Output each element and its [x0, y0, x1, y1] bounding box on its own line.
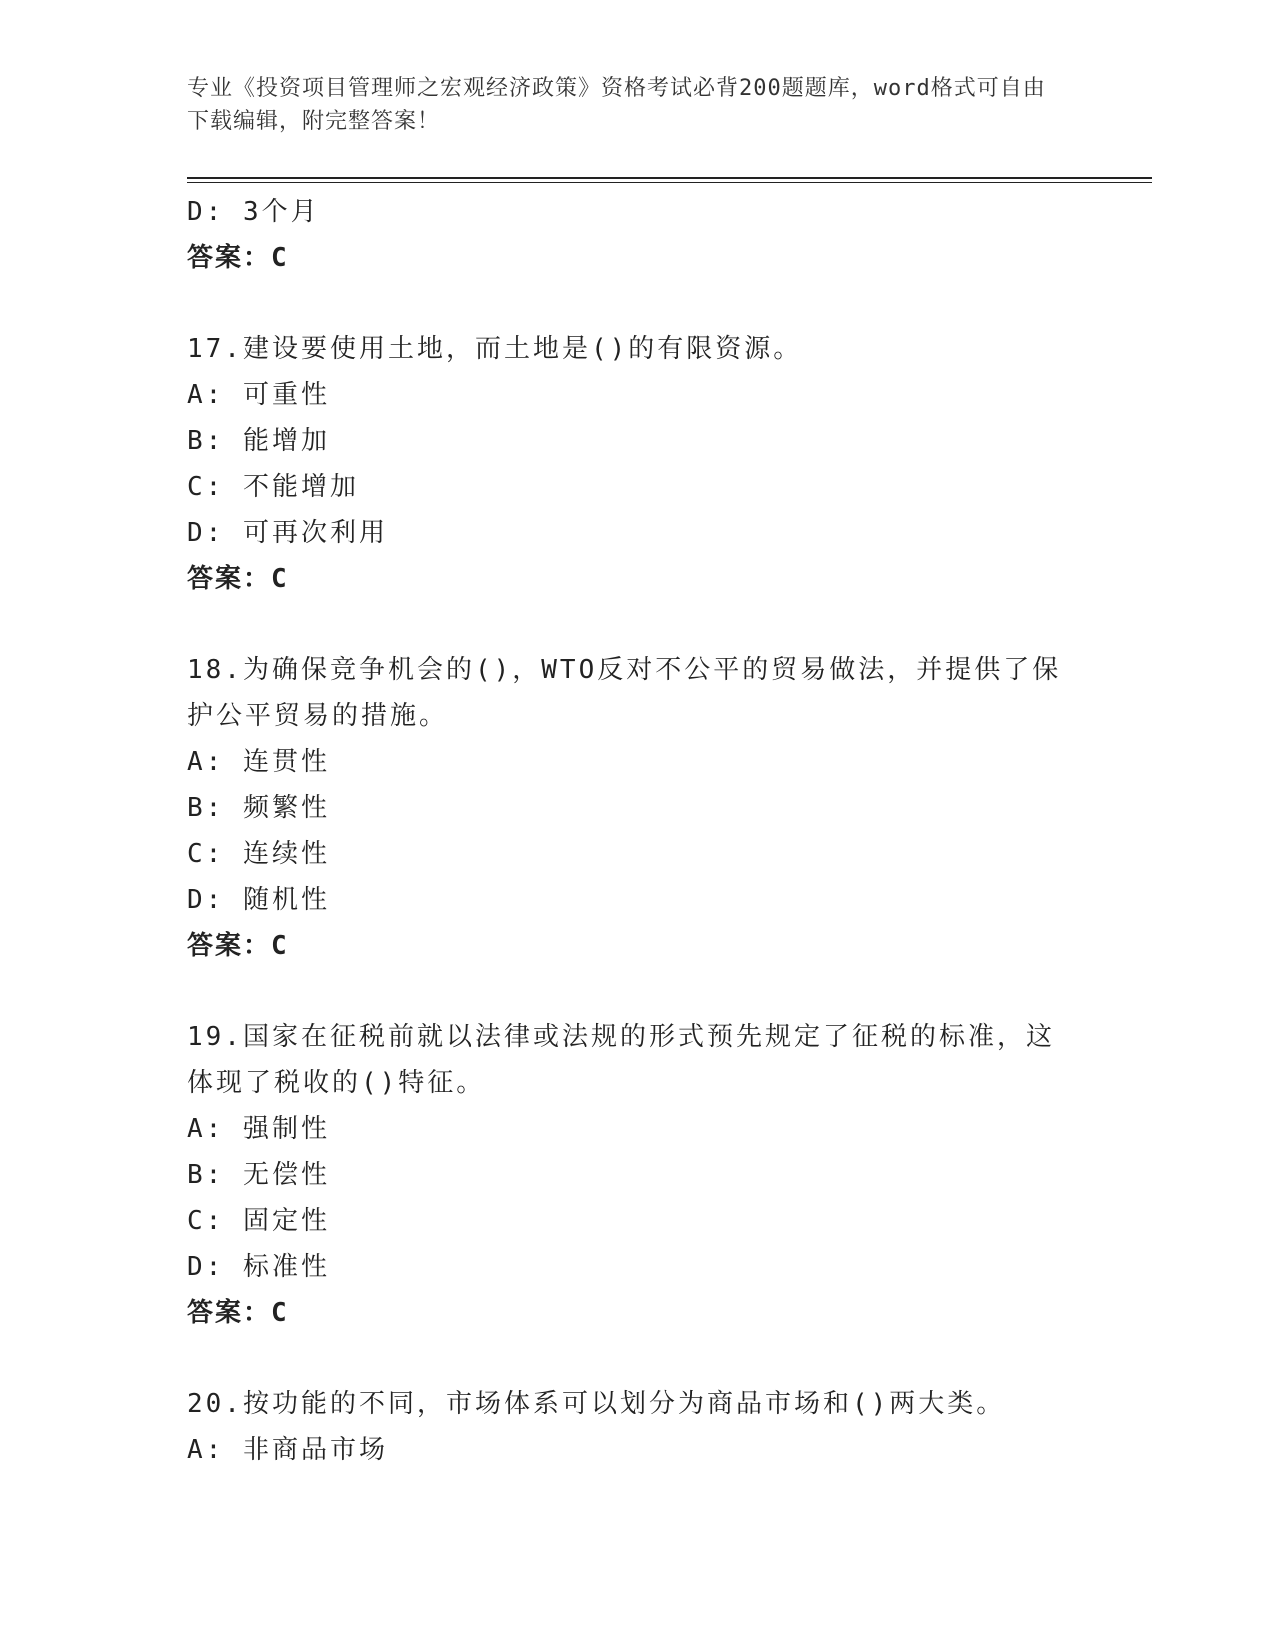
answer-line: 答案：C	[187, 1298, 289, 1328]
answer-line: 答案：C	[187, 243, 289, 273]
option-b: B: 无偿性	[187, 1160, 330, 1190]
header-rule-thick	[187, 177, 1152, 179]
document-body	[187, 189, 1087, 1473]
option-a: A: 强制性	[187, 1114, 330, 1144]
question-19	[187, 1014, 1087, 1336]
answer-line: 答案：C	[187, 564, 289, 594]
option-c: C: 连续性	[187, 839, 330, 869]
option-a: A: 连贯性	[187, 747, 330, 777]
option-b: B: 能增加	[187, 426, 330, 456]
question-17	[187, 326, 1087, 602]
option-a: A: 非商品市场	[187, 1435, 388, 1465]
question-stem: 17.建设要使用土地，而土地是()的有限资源。	[187, 334, 803, 364]
option-b: B: 频繁性	[187, 793, 330, 823]
option-d: D: 标准性	[187, 1252, 330, 1282]
question-stem: 18.为确保竞争机会的()，WTO反对不公平的贸易做法，并提供了保护公平贸易的措施。	[187, 655, 1062, 731]
question-stem: 19.国家在征税前就以法律或法规的形式预先规定了征税的标准，这体现了税收的()特征。	[187, 1022, 1055, 1098]
option-c: C: 固定性	[187, 1206, 330, 1236]
option-c: C: 不能增加	[187, 472, 359, 502]
question-stem: 20.按功能的不同，市场体系可以划分为商品市场和()两大类。	[187, 1389, 1006, 1419]
page-header: 专业《投资项目管理师之宏观经济政策》资格考试必背200题题库，word格式可自由下载编辑，附完整答案！	[187, 76, 1046, 134]
question-18	[187, 647, 1087, 969]
option-d: D: 随机性	[187, 885, 330, 915]
option-a: A: 可重性	[187, 380, 330, 410]
option-d: D: 可再次利用	[187, 518, 388, 548]
question-20	[187, 1381, 1087, 1473]
answer-line: 答案：C	[187, 931, 289, 961]
header-rule-thin	[187, 182, 1152, 183]
option-d: D: 3个月	[187, 197, 320, 227]
